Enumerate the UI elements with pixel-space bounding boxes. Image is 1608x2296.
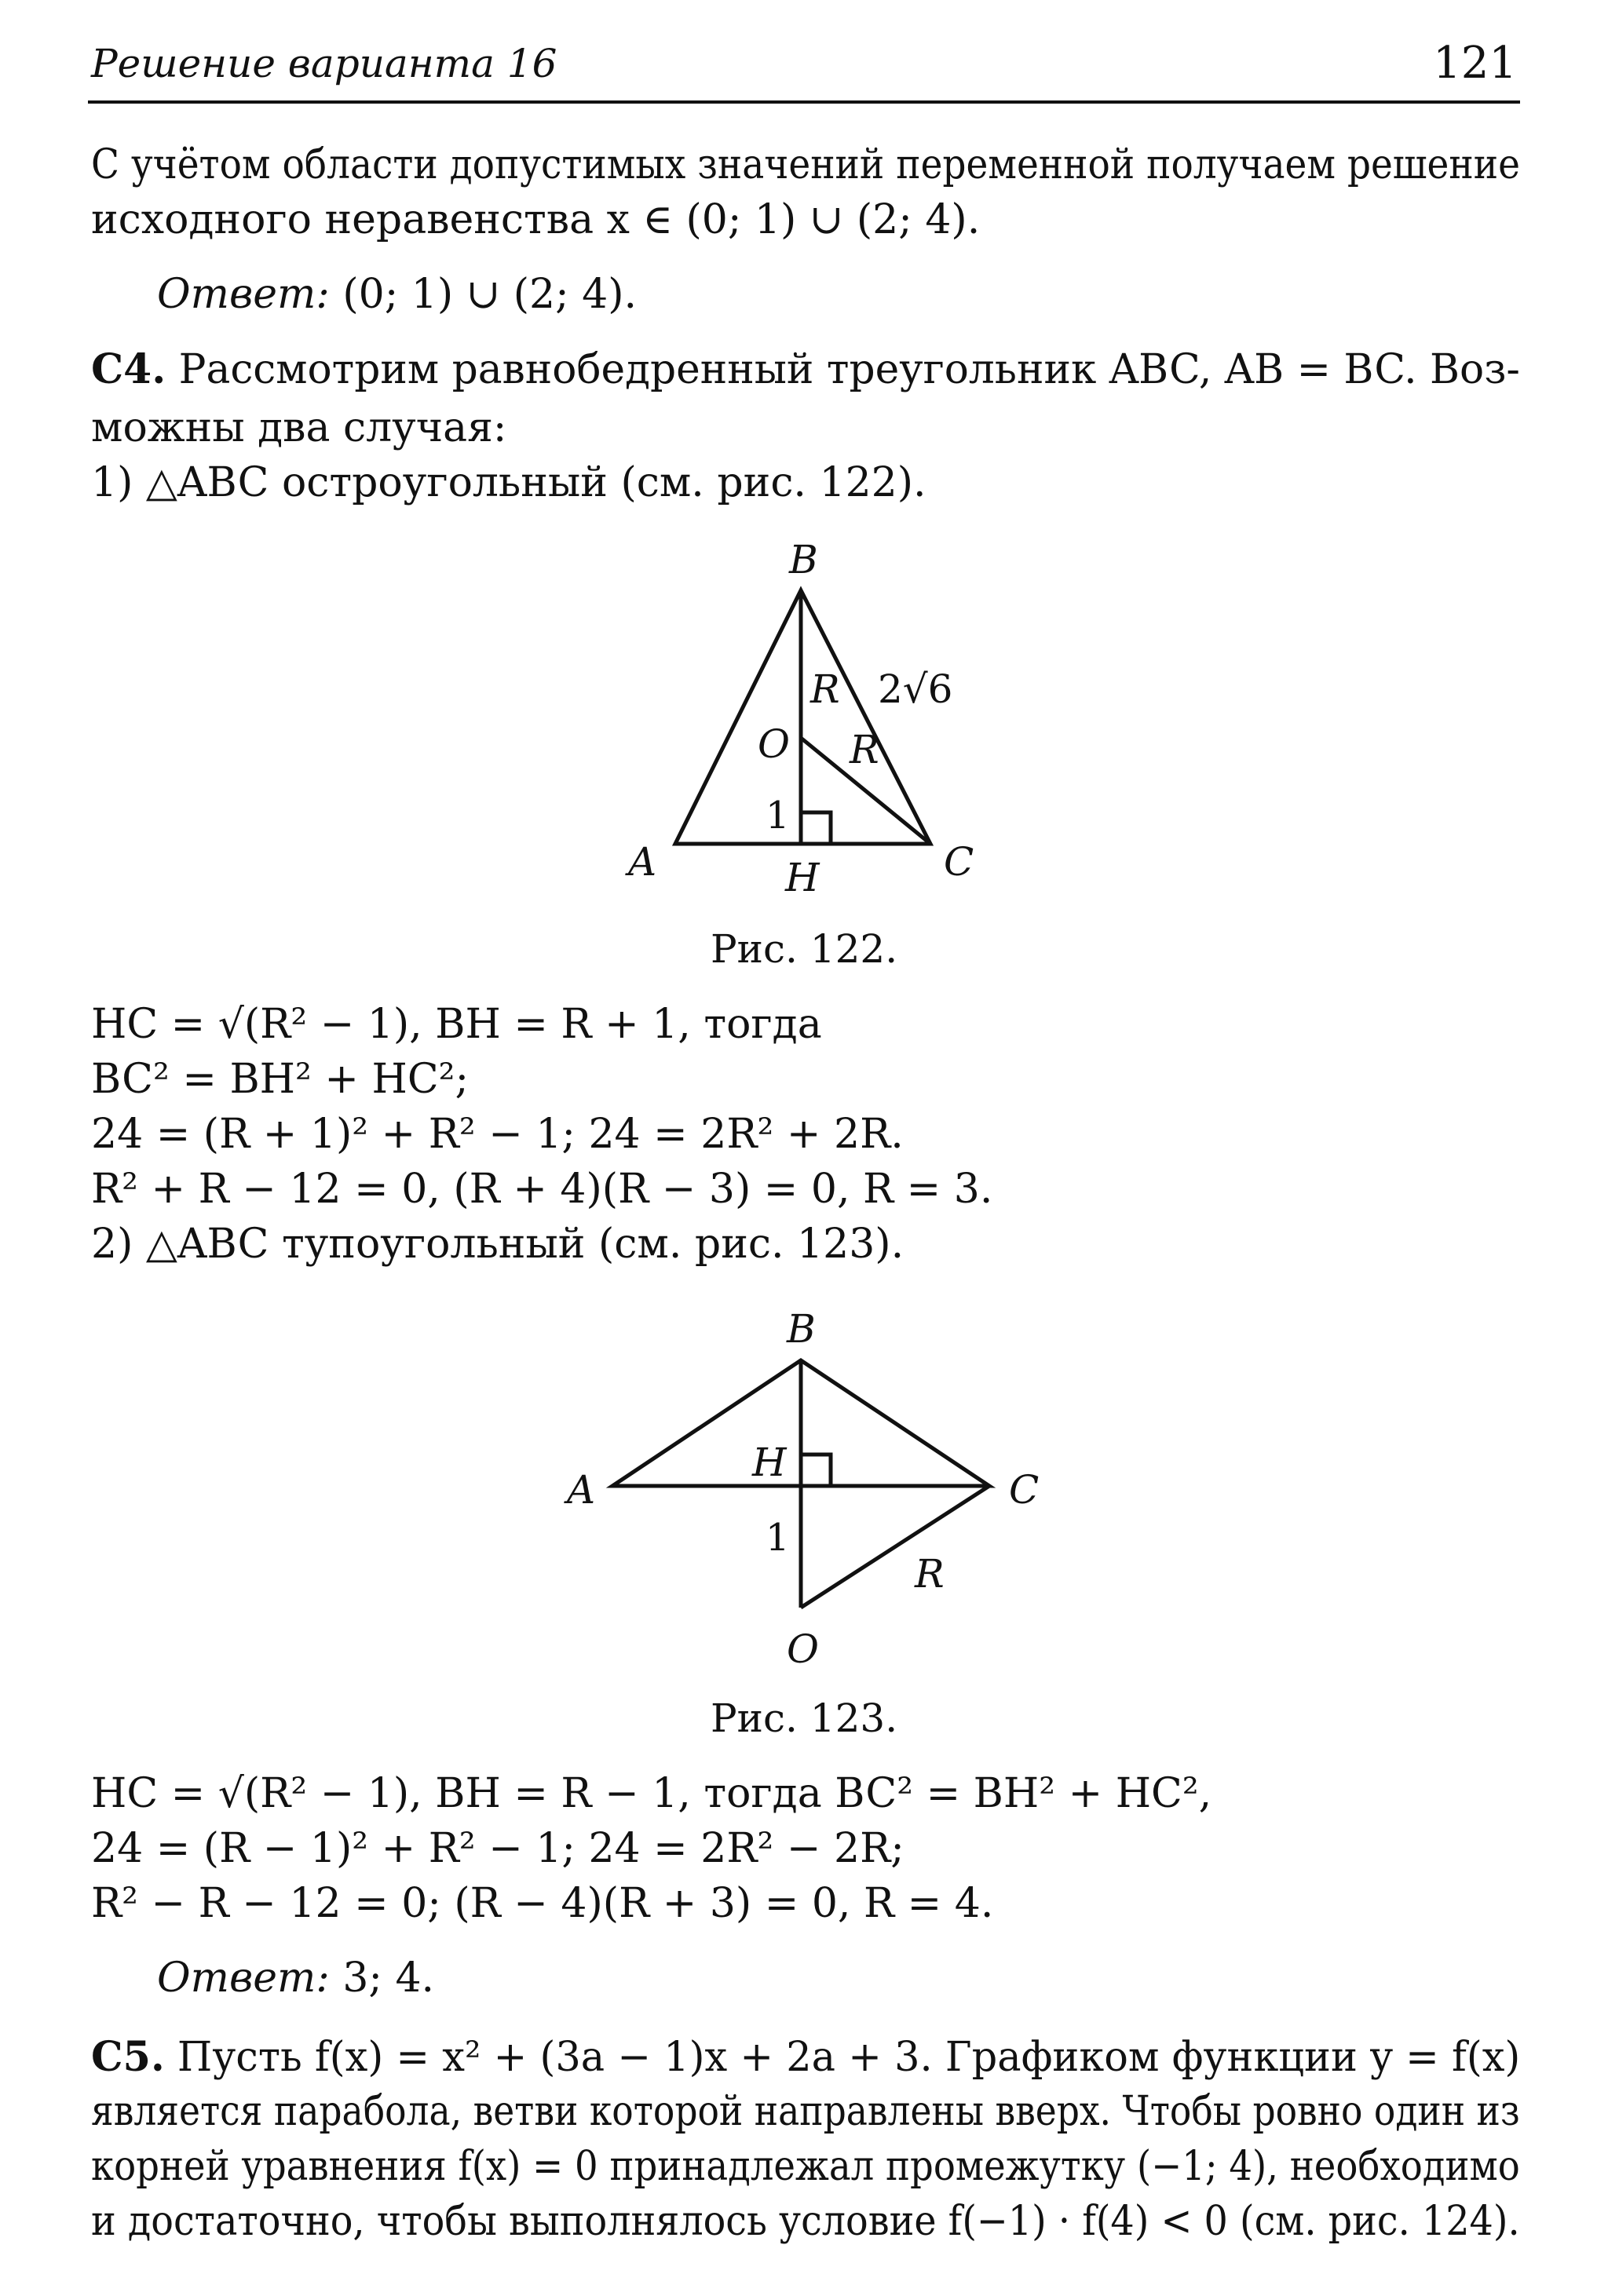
c5-line2: является парабола, ветви которой направлены вверх. Чтобы ровно один из (91, 2088, 1520, 2135)
c5-label: С5. (91, 2033, 165, 2081)
running-header-title: Решение варианта 16 (91, 41, 557, 86)
page-number: 121 (1433, 38, 1517, 89)
fig122-label-o: O (758, 721, 790, 767)
calc1-line1: HC = √(R² − 1), BH = R + 1, тогда (91, 1001, 822, 1048)
fig122-label-c: C (944, 839, 974, 885)
c5-text1: Пусть f(x) = x² + (3a − 1)x + 2a + 3. Графиком функции y = f(x) (177, 2034, 1521, 2081)
answer2 (157, 1955, 434, 2002)
fig122-caption: Рис. 122. (711, 926, 898, 972)
calc1-line2: BC² = BH² + HC²; (91, 1056, 469, 1103)
c5-line3: корней уравнения f(x) = 0 принадлежал промежутку (−1; 4), необходимо (91, 2143, 1520, 2190)
fig123-label-o: O (787, 1626, 819, 1672)
fig122-label-a: A (628, 839, 657, 885)
para1-line1: С учётом области допустимых значений переменной получаем решение (91, 141, 1520, 188)
para1-line2: исходного неравенства x ∈ (0; 1) ∪ (2; 4). (91, 196, 981, 243)
fig122-label-one: 1 (766, 794, 790, 838)
calc2-line3: R² − R − 12 = 0; (R − 4)(R + 3) = 0, R = 4. (91, 1880, 994, 1927)
fig123-label-r: R (915, 1551, 945, 1597)
c4-case2: 2) △ABC тупоугольный (см. рис. 123). (91, 1221, 904, 1268)
c4-case1: 1) △ABC остроугольный (см. рис. 122). (91, 459, 926, 506)
answer2-value: 3; 4. (342, 1955, 435, 2002)
fig123-caption: Рис. 123. (711, 1696, 898, 1741)
c4-text1: Рассмотрим равнобедренный треугольник ABC, AB = BC. Воз- (178, 346, 1520, 393)
fig123-right-angle-mark (801, 1455, 831, 1486)
fig123-label-one: 1 (766, 1516, 790, 1560)
calc2-line1: HC = √(R² − 1), BH = R − 1, тогда BC² = BH² + HC², (91, 1770, 1212, 1817)
fig122-label-r-lower: R (850, 727, 879, 772)
calc2-line2: 24 = (R − 1)² + R² − 1; 24 = 2R² − 2R; (91, 1825, 904, 1872)
fig123-label-c: C (1009, 1467, 1040, 1513)
c4-label: С4. (91, 345, 166, 393)
fig122-label-side: 2√6 (878, 666, 953, 712)
calc1-line3: 24 = (R + 1)² + R² − 1; 24 = 2R² + 2R. (91, 1111, 904, 1158)
fig123-label-a: A (567, 1467, 596, 1513)
answer1-label: Ответ: (157, 271, 330, 318)
fig123-label-b: B (787, 1306, 816, 1352)
c4-line2: можны два случая: (91, 404, 507, 451)
fig122-label-b: B (789, 537, 818, 582)
answer1-value: (0; 1) ∪ (2; 4). (342, 271, 638, 318)
fig122-label-h: H (785, 855, 820, 900)
answer2-label: Ответ: (157, 1955, 330, 2002)
fig123-label-h: H (752, 1440, 787, 1485)
calc1-line4: R² + R − 12 = 0, (R + 4)(R − 3) = 0, R = 3. (91, 1166, 993, 1213)
c5-line4: и достаточно, чтобы выполнялось условие f(−1) · f(4) < 0 (см. рис. 124). (91, 2198, 1520, 2245)
c5-line1 (91, 2033, 1520, 2081)
fig123-radius-oc (801, 1486, 989, 1608)
fig122-label-r-upper: R (810, 666, 840, 712)
